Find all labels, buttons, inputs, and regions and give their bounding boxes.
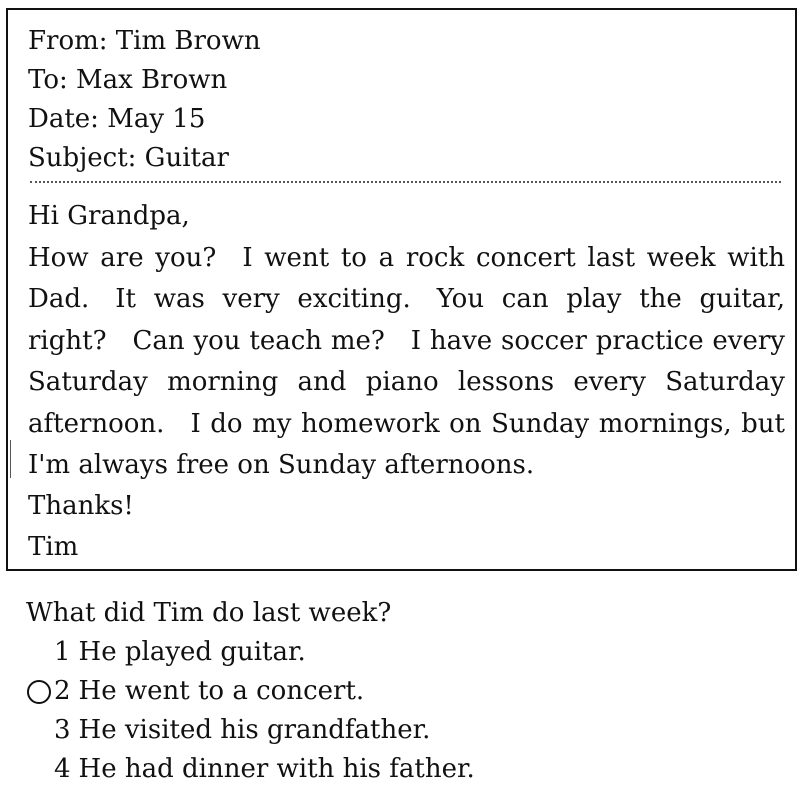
choice-3[interactable] — [54, 711, 430, 750]
email-closing: Thanks! — [28, 491, 134, 521]
choice-number: 3 — [54, 715, 71, 745]
header-divider — [30, 181, 781, 183]
email-message-box — [6, 8, 797, 571]
email-greeting: Hi Grandpa, — [28, 201, 190, 231]
question-prompt: What did Tim do last week? — [26, 598, 392, 628]
email-signature: Tim — [28, 532, 79, 562]
email-to: To: Max Brown — [28, 65, 228, 95]
email-body: How are you? I went to a rock concert last week with Dad. It was very exciting. You can play the guitar, right? Can you teach me? I have soccer practice every Saturday morning and piano lessons every Saturday afternoon. I do my homework on Sunday mornings, but I'm always free on Sunday afternoons. — [28, 243, 785, 481]
selected-answer-circle-icon — [27, 680, 51, 704]
email-date: Date: May 15 — [28, 104, 206, 134]
choice-text: He went to a concert. — [78, 676, 365, 706]
choice-4[interactable] — [54, 750, 475, 789]
choice-1[interactable] — [54, 633, 306, 672]
email-subject: Subject: Guitar — [28, 143, 229, 173]
email-from: From: Tim Brown — [28, 26, 261, 56]
choice-number: 4 — [54, 754, 71, 784]
choice-text: He had dinner with his father. — [78, 754, 475, 784]
text-cursor-mark — [10, 440, 11, 478]
choice-text: He visited his grandfather. — [78, 715, 431, 745]
choice-text: He played guitar. — [78, 637, 306, 667]
choice-number: 2 — [54, 676, 71, 706]
choice-number: 1 — [54, 637, 71, 667]
choice-2[interactable] — [54, 672, 364, 711]
